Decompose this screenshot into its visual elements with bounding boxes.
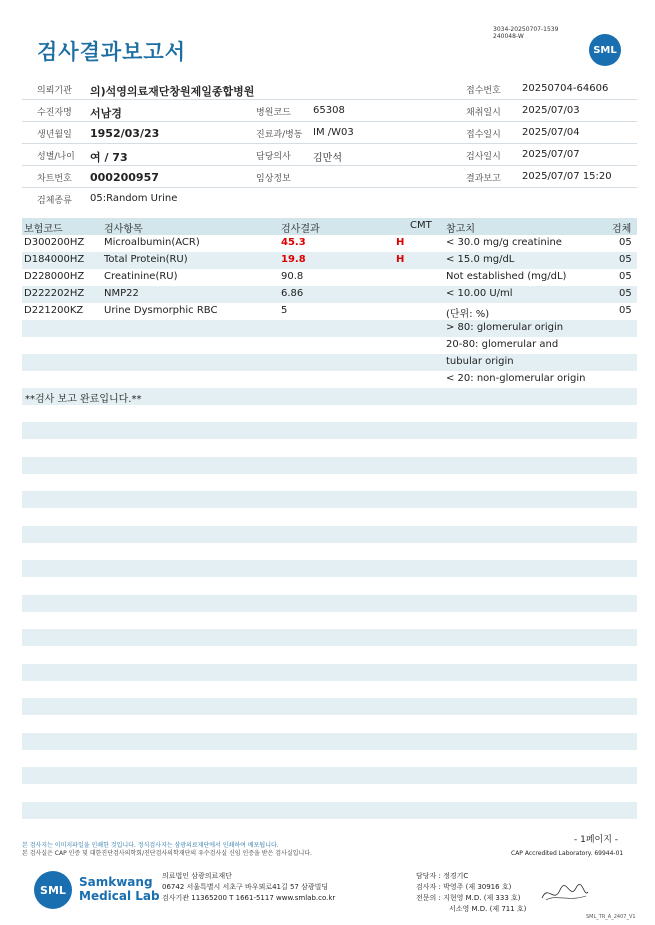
header-cmt: CMT — [410, 220, 432, 231]
doctor-value: 김만석 — [313, 153, 342, 164]
table-row — [22, 388, 637, 405]
specimen-code: 05 — [619, 305, 632, 316]
table-row — [22, 269, 637, 286]
patient-value: 서남경 — [90, 107, 122, 120]
reference-range: Not established (mg/dL) — [446, 271, 567, 282]
blank-row — [22, 802, 637, 819]
insurance-code: D221200KZ — [24, 305, 84, 316]
blank-row — [22, 491, 637, 508]
results-header — [22, 218, 637, 235]
patient-info-table — [22, 78, 637, 209]
table-row — [22, 371, 637, 388]
results-table — [22, 218, 637, 405]
insurance-code: D184000HZ — [24, 254, 85, 265]
hospital-code-value: 65308 — [313, 105, 345, 116]
table-row — [22, 252, 637, 269]
blank-row — [22, 526, 637, 543]
hospital-label: 의뢰기관 — [37, 86, 72, 96]
address-line3: 검사기관 11365200 T 1661-5117 www.smlab.co.kr — [162, 894, 336, 902]
test-item: Creatinine(RU) — [104, 271, 178, 282]
table-row — [22, 354, 637, 371]
test-item: NMP22 — [104, 288, 139, 299]
result-flag: H — [396, 237, 405, 248]
dept-label: 진료과/병동 — [256, 130, 303, 140]
document-id-line2: 240048-W — [493, 33, 524, 40]
document-id — [493, 26, 558, 40]
blank-row — [22, 629, 637, 646]
staff-line: 서소영 M.D. (제 711 호) — [449, 905, 527, 913]
blank-row — [22, 767, 637, 784]
dept-value: IM /W03 — [313, 127, 354, 138]
page-title: 검사결과보고서 — [37, 40, 187, 64]
header-item: 검사항목 — [104, 224, 143, 235]
sml-logo-icon: SML — [34, 871, 72, 909]
info-row — [22, 100, 637, 122]
table-row — [22, 337, 637, 354]
specimen-code: 05 — [619, 237, 632, 248]
report-complete-note: **검사 보고 완료입니다.** — [25, 394, 142, 405]
collect-date-value: 2025/07/03 — [522, 105, 580, 116]
brand-line1: Samkwang — [79, 875, 153, 889]
document-id-line1: 3034-20250707-1539 — [493, 26, 559, 33]
result-flag: H — [396, 254, 405, 265]
chart-no-value: 000200957 — [90, 171, 159, 184]
specimen-label: 검체종류 — [37, 196, 72, 206]
test-result: 19.8 — [281, 254, 306, 265]
table-row — [22, 303, 637, 320]
specimen-code: 05 — [619, 271, 632, 282]
info-row — [22, 122, 637, 144]
reference-range: < 10.00 U/ml — [446, 288, 513, 299]
blank-row — [22, 595, 637, 612]
reference-range: (단위: %) — [446, 309, 490, 320]
blank-row — [22, 457, 637, 474]
hospital-value: 의)석영의료재단창원제일종합병원 — [90, 85, 255, 98]
test-item: Total Protein(RU) — [104, 254, 188, 265]
sex-age-label: 성별/나이 — [37, 152, 75, 162]
table-row — [22, 235, 637, 252]
test-result: 5 — [281, 305, 288, 316]
test-date-label: 검사일시 — [466, 152, 501, 162]
receipt-no-value: 20250704-64606 — [522, 83, 609, 94]
reference-note: tubular origin — [446, 356, 514, 367]
blank-row — [22, 733, 637, 750]
header-ref: 참고치 — [446, 224, 475, 235]
receipt-no-label: 접수번호 — [466, 86, 501, 96]
address-line1: 의료법인 삼광의료재단 — [162, 872, 232, 880]
specimen-code: 05 — [619, 254, 632, 265]
signature-icon — [540, 880, 590, 906]
staff-list — [416, 871, 526, 915]
insurance-code: D228000HZ — [24, 271, 85, 282]
header-result: 검사결과 — [281, 224, 320, 235]
cap-accreditation: CAP Accredited Laboratory. 69944-01 — [511, 850, 624, 857]
receive-date-label: 접수일시 — [466, 130, 501, 140]
table-row — [22, 320, 637, 337]
reference-note: > 80: glomerular origin — [446, 322, 564, 333]
footnote — [22, 842, 312, 858]
info-row — [22, 78, 637, 100]
report-date-value: 2025/07/07 15:20 — [522, 171, 612, 182]
blank-row — [22, 664, 637, 681]
table-row — [22, 286, 637, 303]
staff-line: 검사자 : 박영주 (제 30916 호) — [416, 883, 512, 891]
info-row — [22, 166, 637, 188]
patient-label: 수진자명 — [37, 108, 72, 118]
info-row — [22, 144, 637, 166]
birth-label: 생년월일 — [37, 130, 72, 140]
insurance-code: D300200HZ — [24, 237, 85, 248]
report-date-label: 결과보고 — [466, 174, 501, 184]
address-line2: 06742 서울특별시 서초구 바우뫼로41길 57 삼광빌딩 — [162, 883, 329, 891]
test-result: 90.8 — [281, 271, 304, 282]
header-code: 보험코드 — [24, 224, 63, 235]
footnote-line2: 본 검사실은 CAP 인증 및 대한진단검사의학회/진단검사의학재단의 우수검사실 신임 인증을 받은 검사실입니다. — [22, 850, 312, 857]
lab-address — [162, 871, 335, 904]
doctor-label: 담당의사 — [256, 152, 291, 162]
staff-line: 전문의 : 지현영 M.D. (제 333 호) — [416, 894, 521, 902]
test-item: Microalbumin(ACR) — [104, 237, 200, 248]
reference-range: < 15.0 mg/dL — [446, 254, 515, 265]
chart-no-label: 차트번호 — [37, 174, 72, 184]
reference-note: 20-80: glomerular and — [446, 339, 559, 350]
header-spec: 검체 — [612, 224, 632, 235]
blank-row — [22, 422, 637, 439]
specimen-value: 05:Random Urine — [90, 193, 178, 204]
blank-rows — [22, 422, 637, 836]
test-result: 45.3 — [281, 237, 306, 248]
birth-value: 1952/03/23 — [90, 127, 160, 140]
reference-note: < 20: non-glomerular origin — [446, 373, 586, 384]
sex-age-value: 여 / 73 — [90, 151, 128, 164]
hospital-code-label: 병원코드 — [256, 108, 291, 118]
form-number: SML_TR_A_2407_V1 — [586, 914, 636, 920]
brand-name — [79, 875, 160, 903]
test-item: Urine Dysmorphic RBC — [104, 305, 218, 316]
specimen-code: 05 — [619, 288, 632, 299]
brand-line2: Medical Lab — [79, 889, 160, 903]
reference-range: < 30.0 mg/g creatinine — [446, 237, 562, 248]
sml-logo-icon: SML — [589, 34, 621, 66]
info-row — [22, 188, 637, 209]
footnote-line1: 본 검사지는 이미지파일을 인쇄한 것입니다. 정식검사지는 삼광의료재단에서 인쇄하여 배포됩니다. — [22, 842, 279, 849]
page-number: - 1페이지 - — [574, 835, 619, 845]
receive-date-value: 2025/07/04 — [522, 127, 580, 138]
insurance-code: D222202HZ — [24, 288, 85, 299]
blank-row — [22, 698, 637, 715]
clinical-label: 임상정보 — [256, 174, 291, 184]
collect-date-label: 채취일시 — [466, 108, 501, 118]
test-date-value: 2025/07/07 — [522, 149, 580, 160]
test-result: 6.86 — [281, 288, 304, 299]
blank-row — [22, 560, 637, 577]
staff-line: 담당자 : 정경기C — [416, 872, 469, 880]
